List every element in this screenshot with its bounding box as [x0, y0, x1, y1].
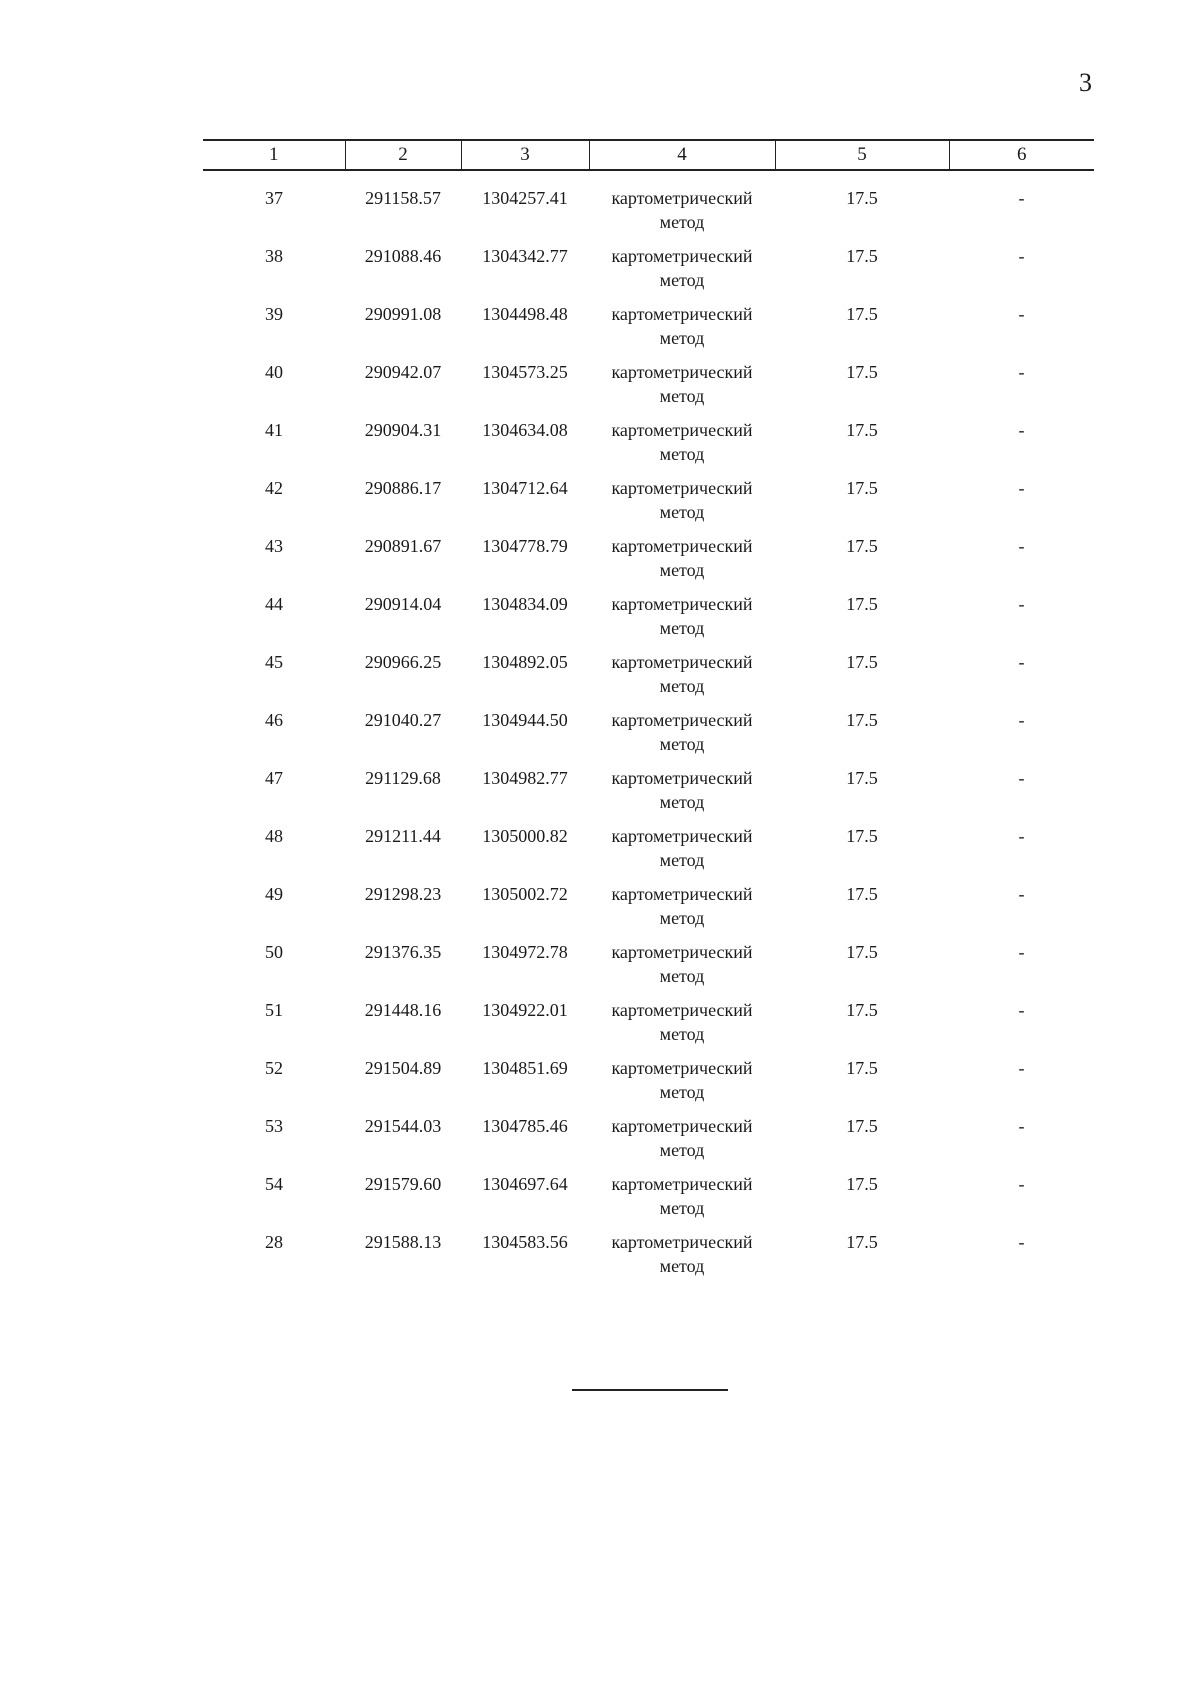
- method-line-2: метод: [659, 850, 705, 870]
- method-line-2: метод: [659, 444, 705, 464]
- y-coordinate-cell: 1304922.01: [482, 1000, 568, 1020]
- accuracy-cell: 17.5: [846, 188, 878, 208]
- x-coordinate-cell: 291158.57: [365, 188, 441, 208]
- y-coordinate-cell: 1305002.72: [482, 884, 568, 904]
- coordinates-table: [203, 139, 1094, 1288]
- method-line-2: метод: [659, 1024, 705, 1044]
- y-coordinate-cell: 1304851.69: [482, 1058, 568, 1078]
- table-row: [203, 592, 1094, 650]
- description-cell: -: [1018, 652, 1025, 672]
- y-coordinate-cell: 1304583.56: [482, 1232, 568, 1252]
- accuracy-cell: 17.5: [846, 304, 878, 324]
- x-coordinate-cell: 290942.07: [364, 362, 442, 382]
- method-cell: [589, 708, 775, 766]
- x-coordinate-cell: 290914.04: [364, 594, 442, 614]
- y-coordinate-cell: 1304342.77: [482, 246, 568, 266]
- table-row: [203, 418, 1094, 476]
- table-row: [203, 1114, 1094, 1172]
- y-coordinate-cell: 1304573.25: [482, 362, 568, 382]
- point-number-cell: 44: [265, 594, 283, 614]
- column-header-2: 2: [345, 140, 461, 170]
- point-number-cell: 28: [265, 1232, 283, 1252]
- x-coordinate-cell: 291376.35: [364, 942, 442, 962]
- point-number-cell: 40: [265, 362, 283, 382]
- accuracy-cell: 17.5: [846, 1116, 878, 1136]
- x-coordinate-cell: 290886.17: [364, 478, 442, 498]
- accuracy-cell: 17.5: [846, 536, 878, 556]
- table-row: [203, 302, 1094, 360]
- table-header: [203, 140, 1094, 170]
- x-coordinate-cell: 291504.89: [364, 1058, 442, 1078]
- method-line-2: метод: [659, 676, 705, 696]
- method-line-1: картометрический: [611, 884, 753, 904]
- table-body: [203, 170, 1094, 1288]
- header-row: [203, 140, 1094, 170]
- x-coordinate-cell: 290991.08: [364, 304, 442, 324]
- method-line-1: картометрический: [611, 652, 753, 672]
- method-cell: [589, 534, 775, 592]
- method-cell: [589, 244, 775, 302]
- point-number-cell: 52: [265, 1058, 283, 1078]
- method-cell: [589, 1230, 775, 1288]
- accuracy-cell: 17.5: [846, 1232, 878, 1252]
- method-line-2: метод: [659, 502, 705, 522]
- point-number-cell: 42: [265, 478, 283, 498]
- accuracy-cell: 17.5: [846, 652, 878, 672]
- method-line-2: метод: [659, 734, 705, 754]
- accuracy-cell: 17.5: [846, 942, 878, 962]
- point-number-cell: 45: [265, 652, 283, 672]
- method-cell: [589, 1056, 775, 1114]
- y-coordinate-cell: 1304498.48: [482, 304, 568, 324]
- accuracy-cell: 17.5: [846, 1174, 878, 1194]
- description-cell: -: [1018, 1058, 1025, 1078]
- y-coordinate-cell: 1304634.08: [482, 420, 568, 440]
- accuracy-cell: 17.5: [846, 826, 878, 846]
- x-coordinate-cell: 291579.60: [364, 1174, 442, 1194]
- method-cell: [589, 824, 775, 882]
- method-line-2: метод: [659, 1082, 705, 1102]
- column-header-5: 5: [775, 140, 949, 170]
- table-row: [203, 360, 1094, 418]
- method-line-1: картометрический: [611, 826, 753, 846]
- x-coordinate-cell: 291088.46: [364, 246, 442, 266]
- point-number-cell: 41: [265, 420, 283, 440]
- accuracy-cell: 17.5: [846, 246, 878, 266]
- table-row: [203, 998, 1094, 1056]
- y-coordinate-cell: 1304972.78: [482, 942, 568, 962]
- method-cell: [589, 170, 775, 244]
- method-line-1: картометрический: [611, 304, 753, 324]
- method-line-1: картометрический: [611, 1232, 753, 1252]
- method-cell: [589, 882, 775, 940]
- method-cell: [589, 1172, 775, 1230]
- table-row: [203, 534, 1094, 592]
- accuracy-cell: 17.5: [846, 594, 878, 614]
- table-row: [203, 882, 1094, 940]
- table-row: [203, 476, 1094, 534]
- column-header-4: 4: [589, 140, 775, 170]
- x-coordinate-cell: 291588.13: [364, 1232, 442, 1252]
- description-cell: -: [1018, 478, 1025, 498]
- accuracy-cell: 17.5: [846, 362, 878, 382]
- point-number-cell: 50: [265, 942, 283, 962]
- point-number-cell: 51: [265, 1000, 283, 1020]
- x-coordinate-cell: 290966.25: [364, 652, 442, 672]
- method-line-2: метод: [659, 560, 705, 580]
- method-line-2: метод: [659, 386, 705, 406]
- method-cell: [589, 360, 775, 418]
- method-line-2: метод: [659, 966, 705, 986]
- method-line-1: картометрический: [611, 362, 753, 382]
- accuracy-cell: 17.5: [846, 1000, 878, 1020]
- description-cell: -: [1018, 1116, 1025, 1136]
- table-row: [203, 940, 1094, 998]
- y-coordinate-cell: 1304892.05: [482, 652, 568, 672]
- description-cell: -: [1018, 304, 1025, 324]
- point-number-cell: 43: [265, 536, 283, 556]
- description-cell: -: [1018, 420, 1025, 440]
- point-number-cell: 46: [265, 710, 283, 730]
- method-cell: [589, 940, 775, 998]
- table-row: [203, 708, 1094, 766]
- method-cell: [589, 998, 775, 1056]
- method-line-1: картометрический: [611, 1058, 753, 1078]
- description-cell: -: [1018, 1000, 1025, 1020]
- end-of-table-rule: [572, 1389, 728, 1391]
- accuracy-cell: 17.5: [846, 768, 878, 788]
- table-row: [203, 824, 1094, 882]
- method-line-2: метод: [659, 792, 705, 812]
- description-cell: -: [1018, 246, 1025, 266]
- x-coordinate-cell: 290891.67: [364, 536, 442, 556]
- point-number-cell: 39: [265, 304, 283, 324]
- method-cell: [589, 418, 775, 476]
- description-cell: -: [1018, 594, 1025, 614]
- accuracy-cell: 17.5: [846, 420, 878, 440]
- method-cell: [589, 476, 775, 534]
- method-line-1: картометрический: [611, 768, 753, 788]
- method-line-1: картометрический: [611, 1116, 753, 1136]
- point-number-cell: 54: [265, 1174, 283, 1194]
- method-cell: [589, 650, 775, 708]
- x-coordinate-cell: 291211.44: [365, 826, 441, 846]
- method-line-1: картометрический: [611, 942, 753, 962]
- method-line-1: картометрический: [611, 420, 753, 440]
- description-cell: -: [1018, 362, 1025, 382]
- point-number-cell: 48: [265, 826, 283, 846]
- description-cell: -: [1018, 884, 1025, 904]
- description-cell: -: [1018, 710, 1025, 730]
- point-number-cell: 53: [265, 1116, 283, 1136]
- y-coordinate-cell: 1304712.64: [482, 478, 568, 498]
- table-row: [203, 1172, 1094, 1230]
- method-line-2: метод: [659, 618, 705, 638]
- method-line-1: картометрический: [611, 710, 753, 730]
- method-cell: [589, 592, 775, 650]
- method-line-1: картометрический: [611, 1000, 753, 1020]
- y-coordinate-cell: 1304944.50: [482, 710, 568, 730]
- description-cell: -: [1018, 1174, 1025, 1194]
- x-coordinate-cell: 291448.16: [364, 1000, 442, 1020]
- point-number-cell: 37: [265, 188, 283, 208]
- method-line-1: картометрический: [611, 536, 753, 556]
- description-cell: -: [1018, 536, 1025, 556]
- y-coordinate-cell: 1304257.41: [482, 188, 568, 208]
- x-coordinate-cell: 290904.31: [364, 420, 442, 440]
- x-coordinate-cell: 291129.68: [365, 768, 441, 788]
- accuracy-cell: 17.5: [846, 1058, 878, 1078]
- accuracy-cell: 17.5: [846, 710, 878, 730]
- method-line-2: метод: [659, 1140, 705, 1160]
- description-cell: -: [1018, 1232, 1025, 1252]
- method-line-1: картометрический: [611, 478, 753, 498]
- table-row: [203, 1056, 1094, 1114]
- table-row: [203, 244, 1094, 302]
- description-cell: -: [1018, 768, 1025, 788]
- column-header-6: 6: [949, 140, 1094, 170]
- method-cell: [589, 302, 775, 360]
- description-cell: -: [1018, 942, 1025, 962]
- description-cell: -: [1018, 188, 1025, 208]
- method-line-2: метод: [659, 1198, 705, 1218]
- table-row: [203, 1230, 1094, 1288]
- page-number: 3: [1079, 68, 1092, 97]
- y-coordinate-cell: 1304785.46: [482, 1116, 568, 1136]
- method-line-1: картометрический: [611, 188, 753, 208]
- method-line-2: метод: [659, 328, 705, 348]
- y-coordinate-cell: 1304697.64: [482, 1174, 568, 1194]
- x-coordinate-cell: 291544.03: [364, 1116, 442, 1136]
- column-header-3: 3: [461, 140, 589, 170]
- point-number-cell: 47: [265, 768, 283, 788]
- table-row: [203, 650, 1094, 708]
- method-line-2: метод: [659, 212, 705, 232]
- x-coordinate-cell: 291040.27: [364, 710, 442, 730]
- x-coordinate-cell: 291298.23: [364, 884, 442, 904]
- method-line-1: картометрический: [611, 246, 753, 266]
- method-line-2: метод: [659, 270, 705, 290]
- table-row: [203, 766, 1094, 824]
- column-header-1: 1: [203, 140, 345, 170]
- method-line-2: метод: [659, 1256, 705, 1276]
- method-line-1: картометрический: [611, 1174, 753, 1194]
- accuracy-cell: 17.5: [846, 884, 878, 904]
- method-line-1: картометрический: [611, 594, 753, 614]
- method-cell: [589, 1114, 775, 1172]
- y-coordinate-cell: 1305000.82: [482, 826, 568, 846]
- y-coordinate-cell: 1304982.77: [482, 768, 568, 788]
- y-coordinate-cell: 1304778.79: [482, 536, 568, 556]
- method-line-2: метод: [659, 908, 705, 928]
- description-cell: -: [1018, 826, 1025, 846]
- accuracy-cell: 17.5: [846, 478, 878, 498]
- point-number-cell: 49: [265, 884, 283, 904]
- table-row: [203, 170, 1094, 244]
- method-cell: [589, 766, 775, 824]
- point-number-cell: 38: [265, 246, 283, 266]
- y-coordinate-cell: 1304834.09: [482, 594, 568, 614]
